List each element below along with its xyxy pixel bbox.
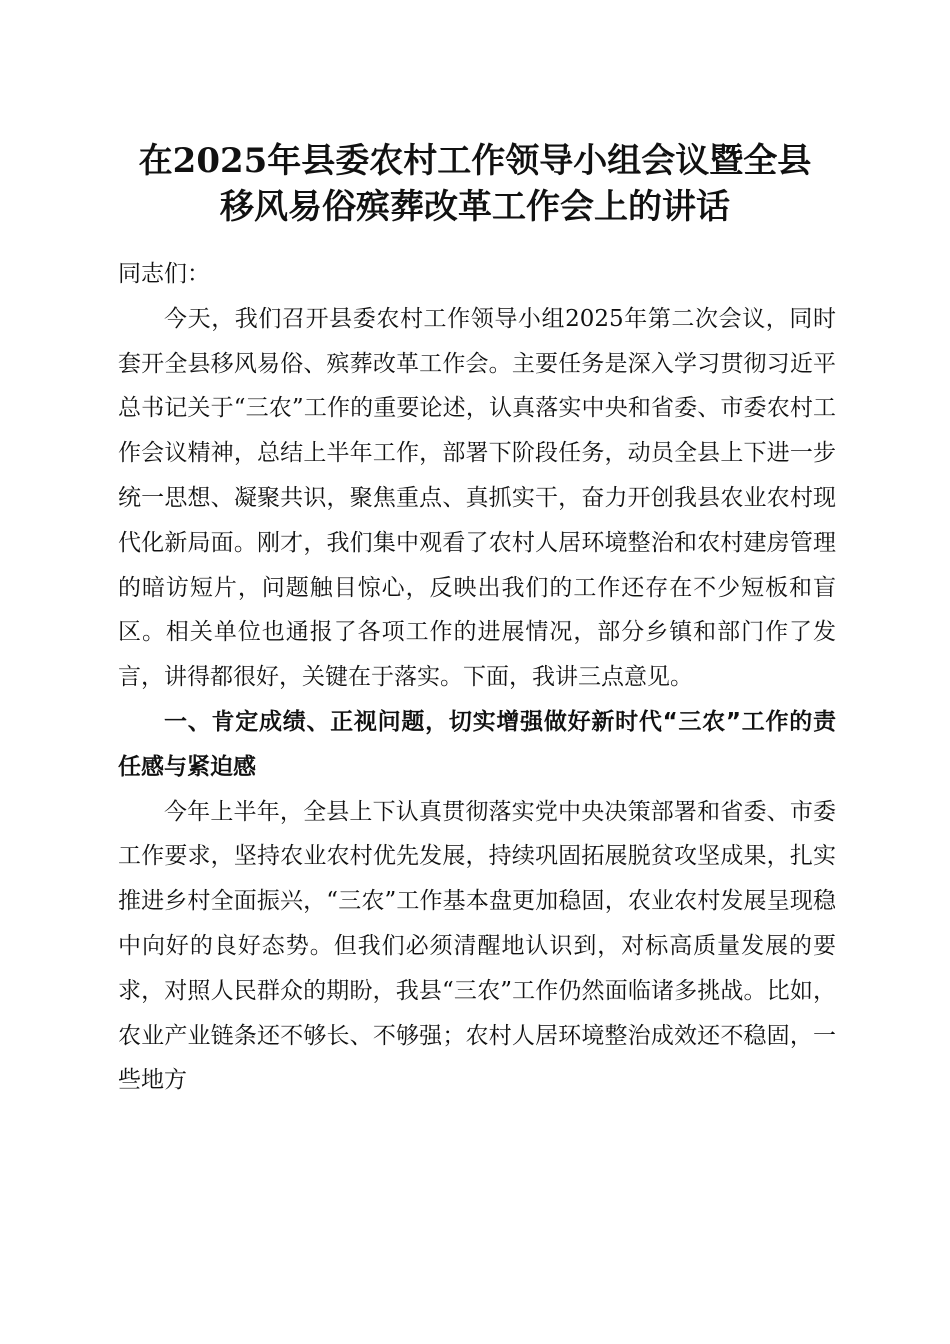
- section-1-paragraph: 今年上半年，全县上下认真贯彻落实党中央决策部署和省委、市委工作要求，坚持农业农村优先发展，持续巩固拓展脱贫攻坚成果，扎实推进乡村全面振兴，“三农”工作基本盘更加稳固，农业农村发展呈现稳中向好的良好态势。但我们必须清醒地认识到，对标高质量发展的要求，对照人民群众的期盼，我县“三农”工作仍然面临诸多挑战。比如，农业产业链条还不够长、不够强；农村人居环境整治成效还不稳固，一些地方: [118, 798, 836, 1094]
- salutation: 同志们：: [118, 261, 210, 287]
- title-line-1: 在2025年县委农村工作领导小组会议暨全县: [138, 141, 812, 181]
- section-heading-1: 一、肯定成绩、正视问题，切实增强做好新时代“三农”工作的责任感与紧迫感: [118, 708, 836, 780]
- document-body: [118, 252, 836, 1103]
- opening-paragraph: 今天，我们召开县委农村工作领导小组2025年第二次会议，同时套开全县移风易俗、殡葬改革工作会。主要任务是深入学习贯彻习近平总书记关于“三农”工作的重要论述，认真落实中央和省委、市委农村工作会议精神，总结上半年工作，部署下阶段任务，动员全县上下进一步统一思想、凝聚共识，聚焦重点、真抓实干，奋力开创我县农业农村现代化新局面。刚才，我们集中观看了农村人居环境整治和农村建房管理的暗访短片，问题触目惊心，反映出我们的工作还存在不少短板和盲区。相关单位也通报了各项工作的进展情况，部分乡镇和部门作了发言，讲得都很好，关键在于落实。下面，我讲三点意见。: [118, 305, 836, 691]
- document-title: [100, 138, 850, 230]
- title-line-2: 移风易俗殡葬改革工作会上的讲话: [220, 187, 730, 227]
